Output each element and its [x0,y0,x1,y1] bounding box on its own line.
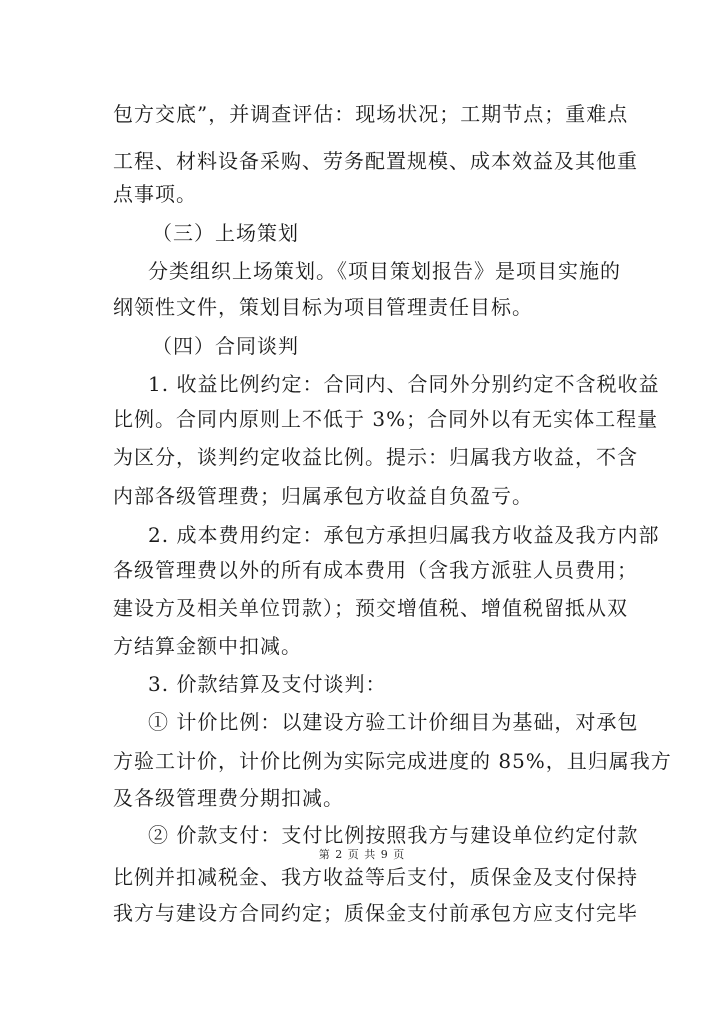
text-line: 1. 收益比例约定：合同内、合同外分别约定不含税收益 [148,372,660,396]
text-line: 方结算金额中扣减。 [113,634,302,658]
text-line: 分类组织上场策划。《项目策划报告》是项目实施的 [148,259,621,283]
text-line: 及各级管理费分期扣减。 [113,786,344,810]
text-line: 各级管理费以外的所有成本费用（含我方派驻人员费用； [113,558,638,582]
text-line: 纲领性文件，策划目标为项目管理责任目标。 [113,295,533,319]
section-heading: （四）合同谈判 [152,334,299,358]
text-line: 为区分，谈判约定收益比例。提示：归属我方收益，不含 [113,445,638,469]
text-line: 内部各级管理费；归属承包方收益自负盈亏。 [113,484,533,508]
text-line: 点事项。 [113,182,197,206]
text-line: 比例。合同内原则上不低于 3%；合同外以有无实体工程量 [113,407,659,431]
text-line: 比例并扣减税金、我方收益等后支付，质保金及支付保持 [113,865,638,889]
section-heading: （三）上场策划 [152,221,299,245]
text-line: 3. 价款结算及支付谈判： [148,672,387,696]
text-line: 方验工计价，计价比例为实际完成进度的 85%，且归属我方 [113,749,672,773]
text-line: ① 计价比例：以建设方验工计价细目为基础，对承包 [148,710,639,734]
text-line: 包方交底”，并调查评估：现场状况；工期节点；重难点 [113,102,629,126]
text-line: ② 价款支付：支付比例按照我方与建设单位约定付款 [148,823,639,847]
text-line: 建设方及相关单位罚款）；预交增值税、增值税留抵从双 [113,596,628,620]
text-line: 我方与建设方合同约定；质保金支付前承包方应支付完毕 [113,901,638,925]
text-line: 2. 成本费用约定：承包方承担归属我方收益及我方内部 [148,523,660,547]
text-line: 工程、材料设备采购、劳务配置规模、成本效益及其他重 [113,149,638,173]
page-footer: 第 2 页 共 9 页 [318,848,406,861]
